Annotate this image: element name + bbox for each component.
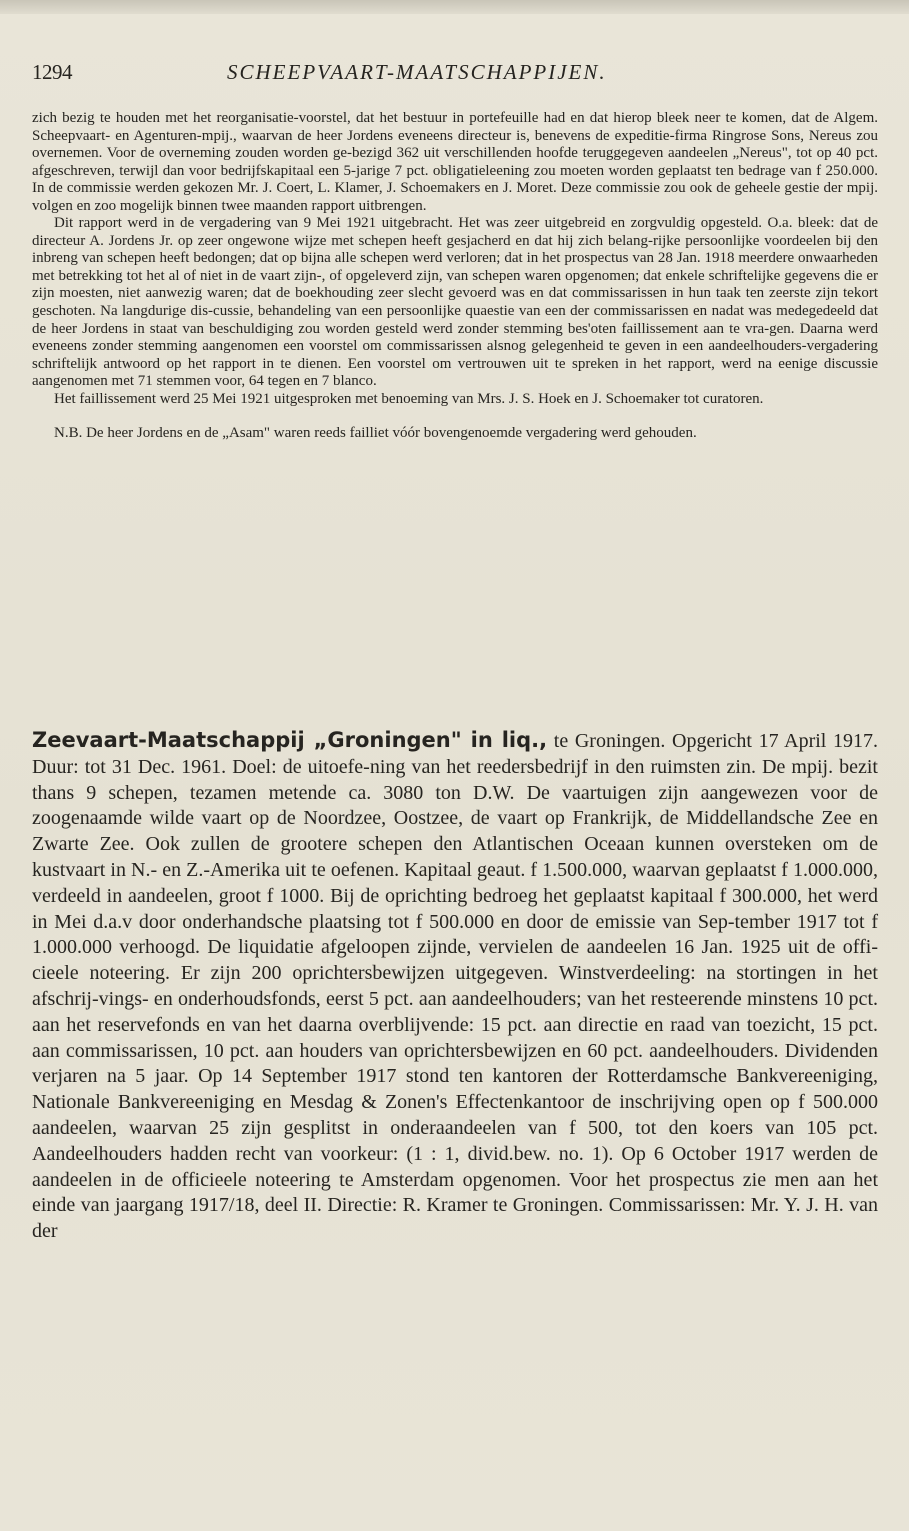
page-top-edge [0,0,909,14]
paragraph-bankruptcy: Het faillissement werd 25 Mei 1921 uitgesproken met benoeming van Mrs. J. S. Hoek en J. Schoemaker tot curatoren. [54,390,764,407]
company-description: te Groningen. Opgericht 17 April 1917. Duur: tot 31 Dec. 1961. Doel: de uitoefe-ning van het reedersbedrijf in den ruimsten zin. De mpij. bezit thans 9 schepen, tezamen metende ca. 3080 ton D.W. De vaartuigen zijn aangewezen voor de zoogenaamde wilde vaart op de Noordzee, Oostzee, de vaart op Frankrijk, de Middellandsche Zee en Zwarte Zee. Ook zullen de grootere schepen den Atlantischen Oceaan kunnen oversteken om de kustvaart in N.- en Z.-Amerika uit te oefenen. Kapitaal geaut. f 1.500.000, waarvan geplaatst f 1.000.000, verdeeld in aandeelen, groot f 1000. Bij de oprichting bedroeg het geplaatst kapitaal f 300.000, het werd in Mei d.a.v door onderhandsche plaatsing tot f 500.000 en door de emissie van Sep-tember 1917 tot f 1.000.000 verhoogd. De liquidatie afgeloopen zijnde, vervielen de aandeelen 16 Jan. 1925 uit de offi-cieele noteering. Er zijn 200 oprichtersbewijzen uitgegeven. Winstverdeeling: na stortingen in het afschrij-vings- en onderhoudsfonds, eerst 5 pct. aan aandeelhouders; van het resteerende minstens 10 pct. aan het reservefonds en van het daarna overblijvende: 15 pct. aan directie en raad van toezicht, 15 pct. aan commissarissen, 10 pct. aan houders van oprichtersbewijzen en 60 pct. aandeelhouders. Dividenden verjaren na 5 jaar. Op 14 September 1917 stond ten kantoren der Rotterdamsche Bankvereeniging, Nationale Bankvereeniging en Mesdag & Zonen's Effectenkantoor de inschrijving open op f 500.000 aandeelen, waarvan 25 zijn gesplitst in onderaandeelen van f 500, tot den koers van 105 pct. Aandeelhouders hadden recht van voorkeur: (1 : 1, divid.bew. no. 1). Op 6 October 1917 werden de aandeelen in de officieele noteering te Amsterdam opgenomen. Voor het prospectus zie men aan het einde van jaargang 1917/18, deel II. Directie: R. Kramer te Groningen. Commissarissen: Mr. Y. J. H. van der [32,730,878,1243]
company-name: Zeevaart-Maatschappij „Groningen" in liq., [32,728,548,752]
page-number: 1294 [32,60,72,84]
note-paragraph: N.B. De heer Jordens en de „Asam" waren reeds failliet vóór bovengenoemde vergadering werd gehouden. [54,425,697,442]
page-header [32,60,892,88]
article-groningen-text [32,728,878,1245]
paragraph-reorganisation: zich bezig te houden met het reorganisatie-voorstel, dat het bestuur in portefeuille had en dat hierop bleek neer te komen, dat de Algem. Scheepvaart- en Agenturen-mpij., waarvan de heer Jordens eveneens directeur is, benevens de expeditie-firma Ringrose Sons, Nereus zou overnemen. Voor de overneming zouden worden ge-bezigd 362 uit verschillenden hoofde teruggegeven aandeelen „Nereus", tot op 40 pct. afgeschreven, terwijl dan voor bedrijfskapitaal een 5-jarige 7 pct. obligatieleening zou moeten worden geplaatst ten bedrage van f 250.000. In de commissie werden gekozen Mr. J. Coert, L. Klamer, J. Schoemakers en J. Moret. Deze commissie zou ook de geheele gestie der mpij. volgen en zoo mogelijk binnen twee maanden rapport uitbrengen. [32,110,878,214]
article-nereus [32,110,878,443]
article-groningen [32,728,878,1245]
paragraph-report: Dit rapport werd in de vergadering van 9 Mei 1921 uitgebracht. Het was zeer uitgebreid en zorgvuldig opgesteld. O.a. bleek: dat de directeur A. Jordens Jr. op zeer ongewone wijze met schepen heeft gesjacherd en dat hij zich belang-rijke persoonlijke voordeelen bij den inbreng van schepen heeft bedongen; dat op bijna alle schepen werd verloren; dat in het prospectus van 28 Jan. 1918 meerdere onwaarheden met betrekking tot het al of niet in de vaart zijn-, of opgeleverd zijn, van schepen waren opgenomen; dat enkele schriftelijke gegevens die er zijn moesten, niet aanwezig waren; dat de boekhouding zeer slecht gevoerd was en dat commissarissen in hun taak ten zeerste zijn tekort geschoten. Na langdurige dis-cussie, behandeling van een persoonlijke quaestie van een der commissarissen en nadat was medegedeeld dat de heer Jordens in staat van beschuldiging zou worden gesteld werd zonder stemming bes'oten faillissement aan te vra-gen. Daarna werd eveneens zonder stemming aangenomen een voorstel om commissarissen alsnog gelegenheid te geven in een aandeelhouders-vergadering schriftelijk antwoord op het rapport in te dienen. Een voorstel om vertrouwen uit te spreken in het rapport, werd na eenige discussie aangenomen met 71 stemmen voor, 64 tegen en 7 blanco. [32,215,878,390]
running-title: SCHEEPVAART-MAATSCHAPPIJEN. [227,60,607,84]
